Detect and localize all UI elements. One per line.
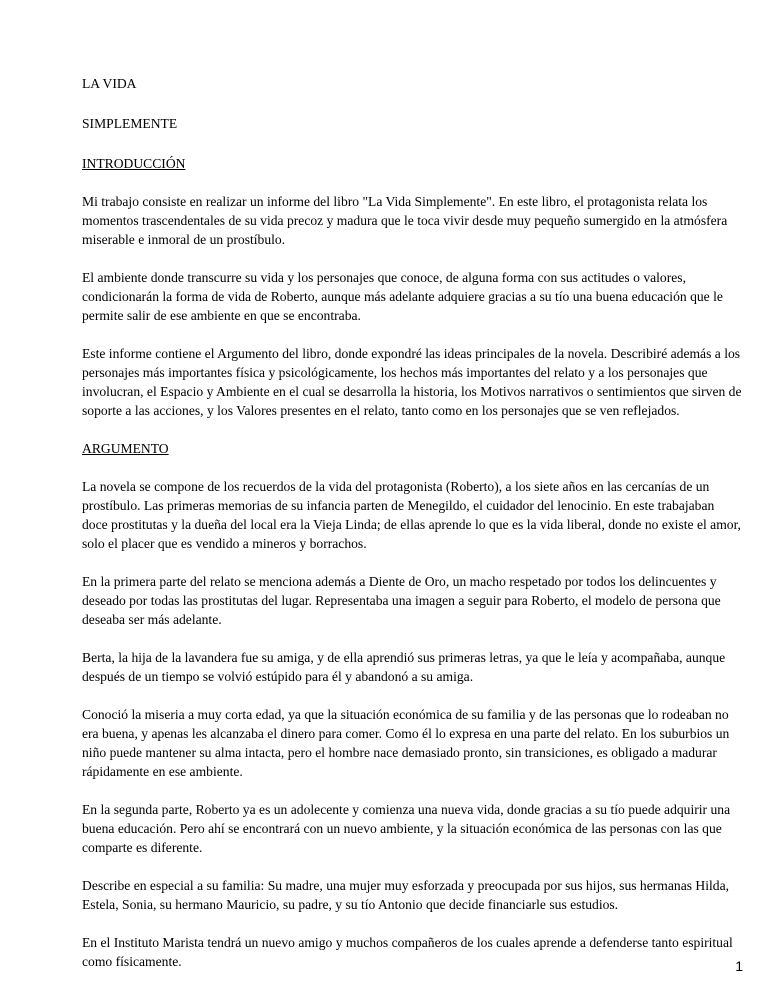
section-heading-argumento: ARGUMENTO xyxy=(82,441,169,456)
intro-paragraph-2: El ambiente donde transcurre su vida y los personajes que conoce, de alguna forma con sus actitudes o valores, condicionarán la forma de vida de Roberto, aunque más adelante adquiere gracias a su tío una buena educación que le permite salir de ese ambiente en que se encontraba. xyxy=(82,270,723,323)
document-body xyxy=(82,74,742,990)
argument-paragraph-2: En la primera parte del relato se menciona además a Diente de Oro, un macho respetado por todos los delincuentes y deseado por todas las prostitutas del lugar. Representaba una imagen a seguir para Roberto, el modelo de persona que deseaba ser más adelante. xyxy=(82,574,721,627)
title-line-1: LA VIDA xyxy=(82,76,137,91)
argument-paragraph-6: Describe en especial a su familia: Su madre, una mujer muy esforzada y preocupada por sus hijos, sus hermanas Hilda, Estela, Sonia, su hermano Mauricio, su padre, y su tío Antonio que decide financiarle sus estudios. xyxy=(82,878,730,912)
intro-paragraph-3: Este informe contiene el Argumento del libro, donde expondré las ideas principales de la novela. Describiré además a los personajes más importantes física y psicológicamente, los hechos más importantes del relato y a los personajes que involucran, el Espacio y Ambiente en el cual se desarrolla la historia, los Motivos narrativos o sentimientos que sirven de soporte a las acciones, y los Valores presentes en el relato, tanto como en los personajes que se ven reflejados. xyxy=(82,346,742,418)
argument-paragraph-5: En la segunda parte, Roberto ya es un adolecente y comienza una nueva vida, donde gracias a su tío puede adquirir una buena educación. Pero ahí se encontrará con un nuevo ambiente, y la situación económica de las personas con las que comparte es diferente. xyxy=(82,802,731,855)
argument-paragraph-3: Berta, la hija de la lavandera fue su amiga, y de ella aprendió sus primeras letras, ya que le leía y acompañaba, aunque después de un tiempo se volvió estúpido para él y abandonó a su amiga. xyxy=(82,650,726,684)
argument-paragraph-7: En el Instituto Marista tendrá un nuevo amigo y muchos compañeros de los cuales aprende a defenderse tanto espiritual como físicamente. xyxy=(82,935,733,969)
title-line-2: SIMPLEMENTE xyxy=(82,116,178,131)
page-number: 1 xyxy=(735,958,743,974)
argument-paragraph-4: Conoció la miseria a muy corta edad, ya que la situación económica de su familia y de las personas que lo rodeaban no era buena, y apenas les alcanzaba el dinero para comer. Como él lo expresa en una parte del relato. En los suburbios un niño puede mantener su alma intacta, pero el hombre nace demasiado pronto, sin transiciones, es obligado a madurar rápidamente en ese ambiente. xyxy=(82,707,730,779)
section-heading-introduccion: INTRODUCCIÓN xyxy=(82,156,186,171)
argument-paragraph-1: La novela se compone de los recuerdos de la vida del protagonista (Roberto), a los siete años en las cercanías de un prostíbulo. Las primeras memorias de su infancia parten de Menegildo, el cuidador del lenocinio. En este trabajaban doce prostitutas y la dueña del local era la Vieja Linda; de ellas aprende lo que es la vida liberal, donde no existe el amor, solo el placer que es vendido a mineros y borrachos. xyxy=(82,479,741,551)
intro-paragraph-1: Mi trabajo consiste en realizar un informe del libro "La Vida Simplemente". En este libro, el protagonista relata los momentos trascendentales de su vida precoz y madura que le toca vivir desde muy pequeño sumergido en la atmósfera miserable e inmoral de un prostíbulo. xyxy=(82,194,728,247)
